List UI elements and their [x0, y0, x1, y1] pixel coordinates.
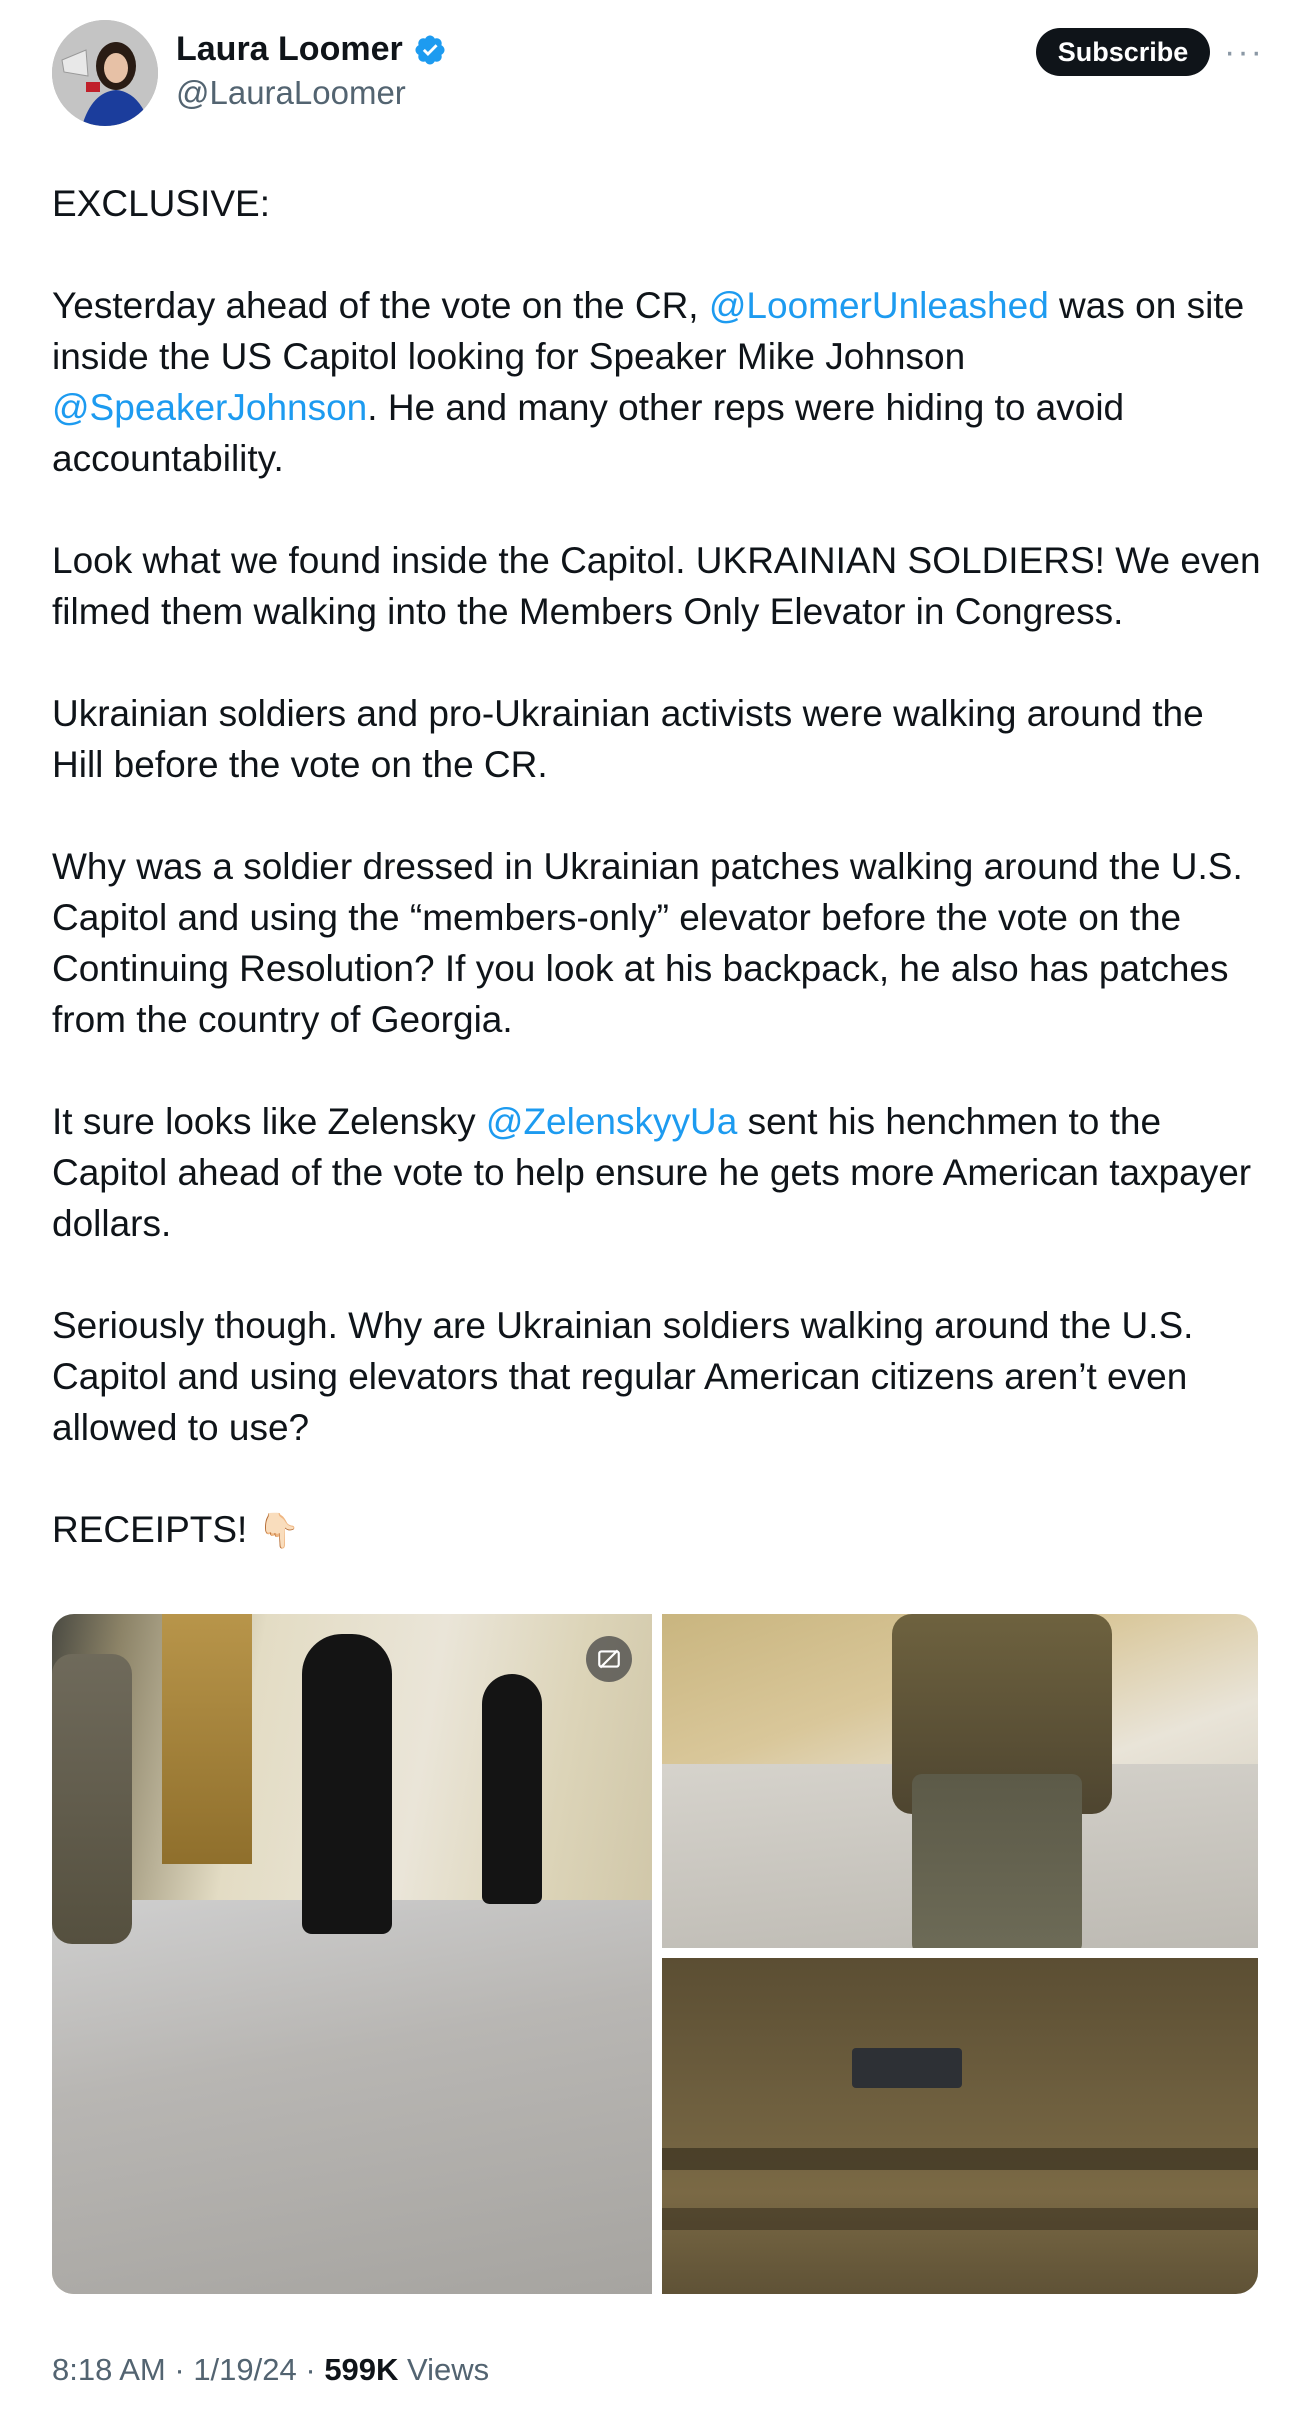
tweet-text-segment: Yesterday ahead of the vote on the CR, — [52, 285, 709, 326]
tweet-paragraph — [52, 1504, 1262, 1557]
hallway-floor — [52, 1900, 652, 2294]
soldier-legs — [912, 1774, 1082, 1948]
tweet-text-segment: RECEIPTS! — [52, 1509, 258, 1550]
media-grid — [52, 1614, 1258, 2294]
tweet-text — [52, 178, 1262, 1557]
tweet-date[interactable]: 1/19/24 — [193, 2352, 297, 2387]
meta-separator: · — [296, 2352, 325, 2387]
avatar-image — [52, 20, 158, 126]
tweet-paragraph — [52, 1096, 1262, 1249]
tweet-text-segment: sent his henchmen to the Capitol ahead of the vote to help ensure he gets more American taxpayer dollars. — [52, 1101, 1252, 1244]
backpack-strap — [662, 2208, 1258, 2230]
views-count: 599K — [324, 2352, 399, 2387]
photo-hallway-video[interactable] — [52, 1614, 652, 2294]
meta-separator: · — [165, 2352, 194, 2387]
soldier-figure — [52, 1654, 132, 1944]
author-handle[interactable]: @LauraLoomer — [176, 74, 406, 111]
tweet-meta — [52, 2352, 489, 2388]
elevator-door — [162, 1614, 252, 1864]
walking-person — [302, 1634, 392, 1934]
tweet-paragraph: EXCLUSIVE: — [52, 183, 270, 224]
gif-play-icon[interactable] — [586, 1636, 632, 1682]
tweet-paragraph: Look what we found inside the Capitol. UKRAINIAN SOLDIERS! We even filmed them walking into the Members Only Elevator in Congress. — [52, 540, 1261, 632]
walking-person — [482, 1674, 542, 1904]
pointing-down-emoji-icon: 👇🏻 — [257, 1512, 300, 1550]
backpack-strap — [662, 2148, 1258, 2170]
tweet-text-segment: It sure looks like Zelensky — [52, 1101, 486, 1142]
tweet-text-segment: was on site inside the US Capitol looking for Speaker Mike Johnson — [52, 285, 1245, 377]
mention-link-speakerjohnson[interactable]: @SpeakerJohnson — [52, 387, 368, 428]
backpack-patch — [852, 2048, 962, 2088]
tweet-paragraph: Seriously though. Why are Ukrainian soldiers walking around the U.S. Capitol and using elevators that regular American citizens aren’t even allowed to use? — [52, 1305, 1194, 1448]
author-display-name[interactable]: Laura Loomer — [176, 30, 403, 68]
views-label: Views — [398, 2352, 490, 2387]
tweet-paragraph: Why was a soldier dressed in Ukrainian patches walking around the U.S. Capitol and using the “members-only” elevator before the vote on the Continuing Resolution? If you look at his backpack, he also has patches from the country of Georgia. — [52, 846, 1243, 1040]
tweet-time[interactable]: 8:18 AM — [52, 2352, 166, 2387]
author-name-row — [176, 30, 447, 69]
more-options-icon[interactable]: ··· — [1224, 33, 1264, 71]
tweet-paragraph — [52, 280, 1262, 484]
mention-link-loomerunleashed[interactable]: @LoomerUnleashed — [708, 285, 1049, 326]
tweet-text-segment: . He and many other reps were hiding to avoid accountability. — [52, 387, 1125, 479]
tweet-paragraph: Ukrainian soldiers and pro-Ukrainian activists were walking around the Hill before the vote on the CR. — [52, 693, 1204, 785]
photo-backpack-hallway[interactable] — [662, 1614, 1258, 1948]
photo-backpack-closeup[interactable] — [662, 1958, 1258, 2294]
avatar[interactable] — [52, 20, 158, 126]
verified-badge-icon — [413, 33, 447, 67]
mention-link-zelenskyyua[interactable]: @ZelenskyyUa — [485, 1101, 738, 1142]
subscribe-button[interactable]: Subscribe — [1036, 28, 1210, 76]
